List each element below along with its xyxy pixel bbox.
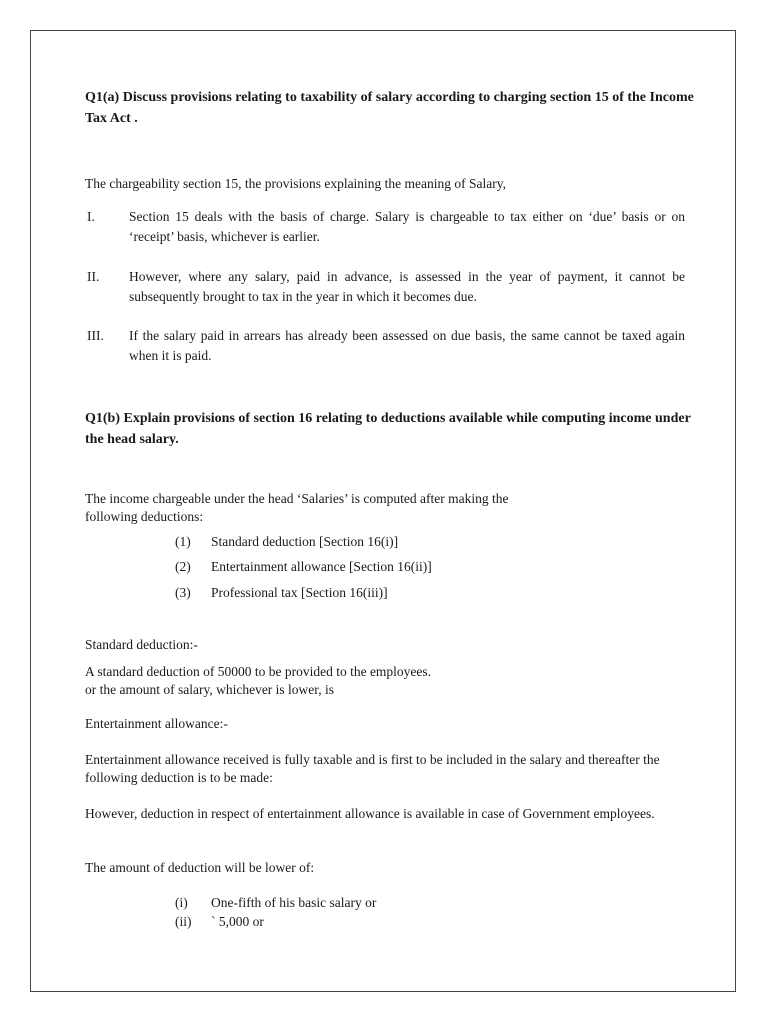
point-number: III.: [87, 328, 104, 343]
limit-text: One-fifth of his basic salary or: [211, 895, 377, 910]
deduction-text: Standard deduction [Section 16(i)]: [211, 534, 399, 549]
point-number: II.: [87, 269, 100, 284]
deduction-number: (2): [175, 559, 191, 574]
point-text: Section 15 deals with the basis of charge. Salary is chargeable to tax either on ‘due’ basis or on ‘receipt’ basis, whichever is earlier.: [129, 209, 685, 244]
limit-number: (ii): [175, 914, 192, 929]
entertainment-para2: However, deduction in respect of entertainment allowance is available in case of Government employees.: [85, 806, 655, 821]
entertainment-para1: Entertainment allowance received is fully taxable and is first to be included in the salary and thereafter the following deduction is to be made:: [85, 752, 660, 785]
point-text: However, where any salary, paid in advance, is assessed in the year of payment, it cannot be subsequently brought to tax in the year in which it becomes due.: [129, 269, 685, 304]
deduction-number: (3): [175, 585, 191, 600]
limit-number: (i): [175, 895, 188, 910]
standard-deduction-line1: A standard deduction of 50000 to be provided to the employees.: [85, 664, 432, 679]
point-text: If the salary paid in arrears has already been assessed on due basis, the same cannot be taxed again when it is paid.: [129, 328, 685, 363]
deduction-lower-of: The amount of deduction will be lower of:: [85, 860, 315, 875]
standard-deduction-line2: or the amount of salary, whichever is lower, is: [85, 682, 335, 697]
entertainment-allowance-heading: Entertainment allowance:-: [85, 716, 228, 731]
q1b-heading: Q1(b) Explain provisions of section 16 relating to deductions available while computing income under the head salary.: [85, 411, 691, 447]
q1b-intro-line2: following deductions:: [85, 509, 204, 524]
q1a-heading: Q1(a) Discuss provisions relating to taxability of salary according to charging section 15 of the Income Tax Act .: [85, 90, 694, 126]
q1b-intro-line1: The income chargeable under the head ‘Salaries’ is computed after making the: [85, 491, 509, 506]
deduction-text: Professional tax [Section 16(iii)]: [211, 585, 388, 600]
document-page: [30, 30, 736, 992]
point-number: I.: [87, 209, 95, 224]
standard-deduction-heading: Standard deduction:-: [85, 637, 198, 652]
q1a-intro: The chargeability section 15, the provisions explaining the meaning of Salary,: [85, 176, 507, 191]
deduction-number: (1): [175, 534, 191, 549]
deduction-text: Entertainment allowance [Section 16(ii)]: [211, 559, 432, 574]
limit-text: ` 5,000 or: [211, 914, 264, 929]
